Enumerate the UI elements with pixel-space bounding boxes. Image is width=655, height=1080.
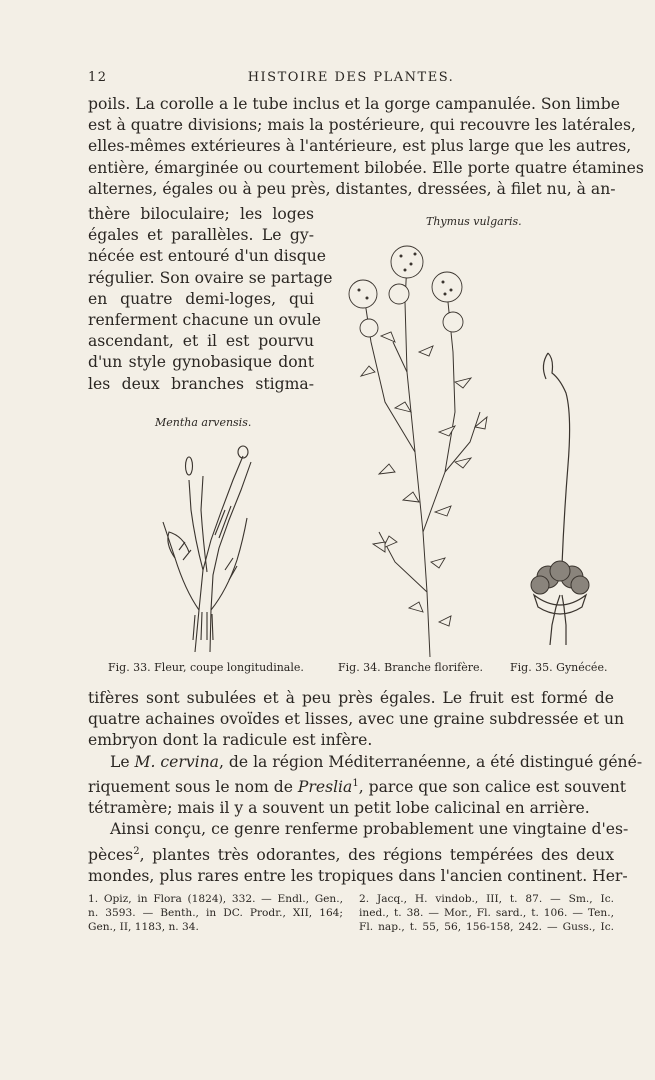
figure-captions xyxy=(108,661,608,677)
text-line: alternes, égales ou à peu près, distantes, dressées, à filet nu, à an- xyxy=(88,179,616,198)
flower-section-illustration xyxy=(155,440,265,655)
footnote-line: n. 3593. — Benth., in DC. Prodr., XII, 164; xyxy=(88,907,343,919)
footnote-line: Gen., II, 1183, n. 34. xyxy=(88,921,199,933)
text-line: régulier. Son ovaire se partage xyxy=(88,268,333,287)
gynoecium-illustration xyxy=(520,345,595,650)
text-line: ascendant, et il est pourvu xyxy=(88,332,314,351)
paragraph-top xyxy=(88,94,644,200)
text-line: poils. La corolle a le tube inclus et la gorge campanulée. Son limbe xyxy=(88,95,620,113)
text-line: Le M. cervina, de la région Méditerranéenne, a été distingué géné- xyxy=(110,752,643,771)
page-header xyxy=(88,70,614,90)
text-line: nécée est entouré d'un disque xyxy=(88,247,327,266)
text-line: Ainsi conçu, ce genre renferme probablement une vingtaine d'es- xyxy=(110,820,629,839)
mentha-label: Mentha arvensis. xyxy=(155,416,252,429)
fig-35-caption: Fig. 35. Gynécée. xyxy=(510,661,608,674)
fig-33-caption: Fig. 33. Fleur, coupe longitudinale. xyxy=(108,661,304,674)
text-line: entière, émarginée ou courtement bilobée. Elle porte quatre étamines xyxy=(88,158,644,177)
text-line: d'un style gynobasique dont xyxy=(88,353,314,372)
text-line: mondes, plus rares entre les tropiques dans l'ancien continent. Her- xyxy=(88,867,628,885)
text-line: égales et parallèles. Le gy- xyxy=(88,226,314,245)
footnote-2 xyxy=(359,892,614,934)
footnote-ref: 1 xyxy=(352,777,359,789)
text-line: tétramère; mais il y a souvent un petit lobe calicinal en arrière. xyxy=(88,799,590,818)
text-line: pèces$^2$, plantes très odorantes, des régions tempérées des deux xyxy=(88,845,614,864)
running-title: HISTOIRE DES PLANTES. xyxy=(247,70,455,85)
footnote-1 xyxy=(88,892,343,934)
footnote-line: ined., t. 38. — Mor., Fl. sard., t. 106. — Ten., xyxy=(359,907,614,919)
text-line: riquement sous le nom de Preslia$^1$, parce que son calice est souvent xyxy=(88,777,627,796)
fig-34-caption: Fig. 34. Branche florifère. xyxy=(338,661,483,674)
text-line: embryon dont la radicule est infère. xyxy=(88,731,373,750)
text-line: quatre achaines ovoïdes et lisses, avec une graine subdressée et un xyxy=(88,710,625,729)
text-line: renferment chacune un ovule xyxy=(88,311,322,330)
flowering-branch-illustration xyxy=(335,232,495,660)
species-name: M. cervina xyxy=(134,752,219,771)
text-line: elles-mêmes extérieures à l'antérieure, est plus large que les autres, xyxy=(88,137,632,156)
paragraph-narrow-column xyxy=(88,204,333,395)
page-number: 12 xyxy=(88,70,108,85)
paragraph-bottom xyxy=(88,688,643,887)
text-line: est à quatre divisions; mais la postérieure, qui recouvre les latérales, xyxy=(88,116,636,135)
text-line: les deux branches stigma- xyxy=(88,374,314,393)
footnote-line: 1. Opiz, in Flora (1824), 332. — Endl., Gen., xyxy=(88,893,343,905)
footnote-line: Fl. nap., t. 55, 56, 156-158, 242. — Guss., Ic. xyxy=(359,921,614,933)
text-line: thère biloculaire; les loges xyxy=(88,205,314,223)
text-line: en quatre demi-loges, qui xyxy=(88,289,314,308)
genus-name: Preslia xyxy=(297,778,353,796)
footnote-ref: 2 xyxy=(133,845,140,857)
text-line: tifères sont subulées et à peu près égales. Le fruit est formé de xyxy=(88,689,614,707)
footnote-line: 2. Jacq., H. vindob., III, t. 87. — Sm., Ic. xyxy=(359,893,614,905)
thymus-label: Thymus vulgaris. xyxy=(426,215,522,228)
